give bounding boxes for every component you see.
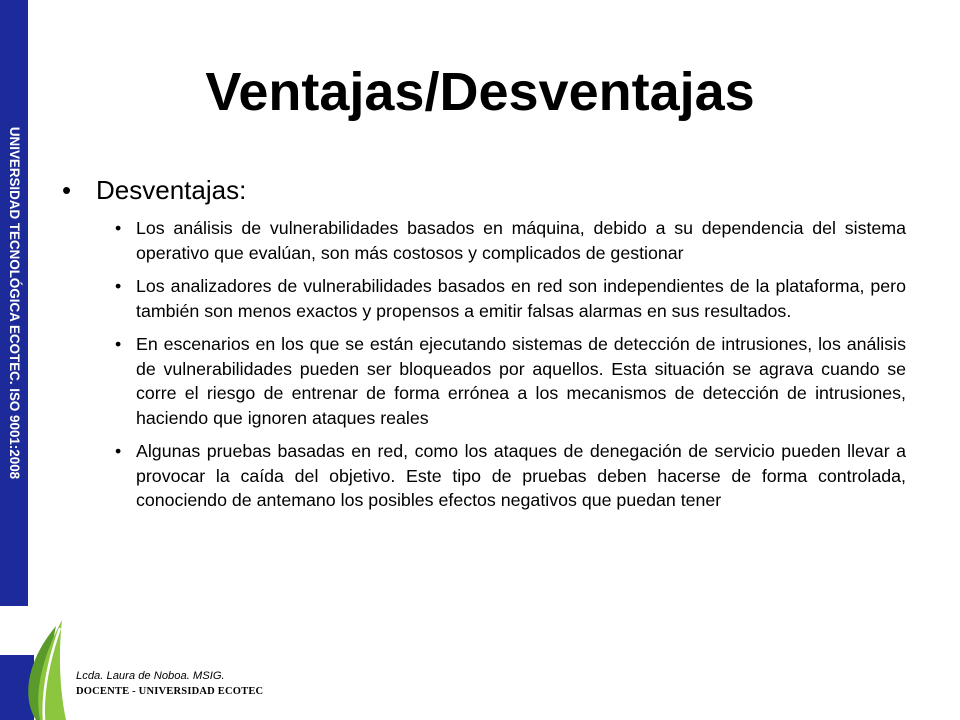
list-item-text: Los analizadores de vulnerabilidades basados en red son independientes de la plataforma, pero también son menos exactos y propensos a emitir falsas alarmas en sus resultados. xyxy=(136,276,906,321)
list-item xyxy=(115,439,906,513)
footer-role: DOCENTE - UNIVERSIDAD ECOTEC xyxy=(76,686,264,697)
section-heading xyxy=(62,173,246,207)
disadvantages-list xyxy=(115,216,906,522)
bullet-icon: • xyxy=(62,175,72,205)
footer-author: Lcda. Laura de Noboa. MSIG. xyxy=(76,670,225,682)
list-item xyxy=(115,274,906,323)
bullet-icon: • xyxy=(115,218,122,238)
ecotec-leaf-logo-icon xyxy=(0,610,68,720)
list-item xyxy=(115,216,906,265)
section-label: Desventajas: xyxy=(96,175,247,205)
bullet-icon: • xyxy=(115,441,122,461)
bullet-icon: • xyxy=(115,334,122,354)
list-item-text: Algunas pruebas basadas en red, como los ataques de denegación de servicio pueden llevar a provocar la caída del objetivo. Este tipo de pruebas deben hacerse de forma controlada, conociendo de antemano los posibles efectos negativos que puedan tener xyxy=(136,441,906,510)
list-item-text: Los análisis de vulnerabilidades basados en máquina, debido a su dependencia del sistema operativo que evalúan, son más costosos y complicados de gestionar xyxy=(136,218,906,263)
list-item-text: En escenarios en los que se están ejecutando sistemas de detección de intrusiones, los análisis de vulnerabilidades pueden ser bloqueados por aquellos. Esta situación se agrava cuando se corre el riesgo de entrenar de forma errónea a los mecanismos de detección de intrusiones, haciendo que ignoren ataques reales xyxy=(136,334,906,428)
slide-title: Ventajas/Desventajas xyxy=(205,62,755,122)
sidebar-vertical-text: UNIVERSIDAD TECNOLÓGICA ECOTEC. ISO 9001:2008 xyxy=(7,126,22,480)
bullet-icon: • xyxy=(115,276,122,296)
list-item xyxy=(115,332,906,430)
footer xyxy=(76,668,263,700)
